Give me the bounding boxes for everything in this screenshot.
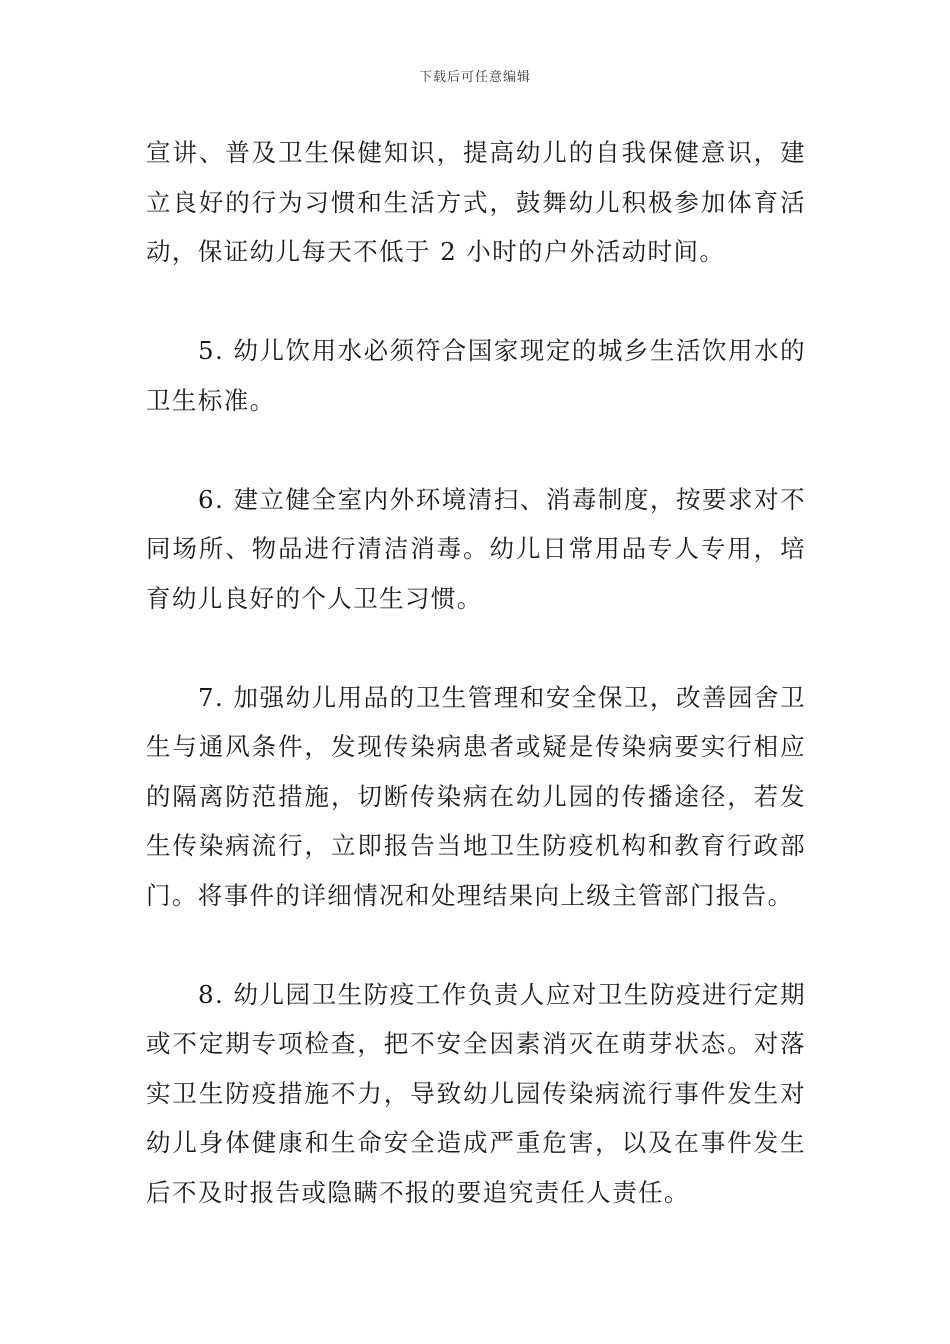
paragraph-item-6: 6. 建立健全室内外环境清扫、消毒制度，按要求对不同场所、物品进行清洁消毒。幼儿日常用品专人专用，培育幼儿良好的个人卫生习惯。 (146, 484, 806, 613)
paragraph-item-8: 8. 幼儿园卫生防疫工作负责人应对卫生防疫进行定期或不定期专项检查，把不安全因素消灭在萌芽状态。对落实卫生防疫措施不力，导致幼儿园传染病流行事件发生对幼儿身体健康和生命安全造成严重危害，以及在事件发生后不及时报告或隐瞒不报的要追究责任人责任。 (146, 979, 806, 1207)
paragraph-item-5: 5. 幼儿饮用水必须符合国家现定的城乡生活饮用水的卫生标准。 (146, 336, 806, 415)
paragraph-item-7: 7. 加强幼儿用品的卫生管理和安全保卫，改善园舍卫生与通风条件，发现传染病患者或疑是传染病要实行相应的隔离防范措施，切断传染病在幼儿园的传播途径，若发生传染病流行，立即报告当地卫生防疫机构和教育行政部门。将事件的详细情况和处理结果向上级主管部门报告。 (146, 682, 806, 910)
paragraph-gap (146, 920, 806, 970)
paragraph-gap (146, 425, 806, 475)
page-header: 下载后可任意编辑 (418, 70, 531, 85)
document-body (146, 128, 806, 1217)
paragraph-gap (146, 623, 806, 673)
paragraph-gap (146, 277, 806, 327)
paragraph-continuation: 宣讲、普及卫生保健知识，提高幼儿的自我保健意识，建立良好的行为习惯和生活方式，鼓舞幼儿积极参加体育活动，保证幼儿每天不低于 2 小时的户外活动时间。 (146, 138, 806, 266)
